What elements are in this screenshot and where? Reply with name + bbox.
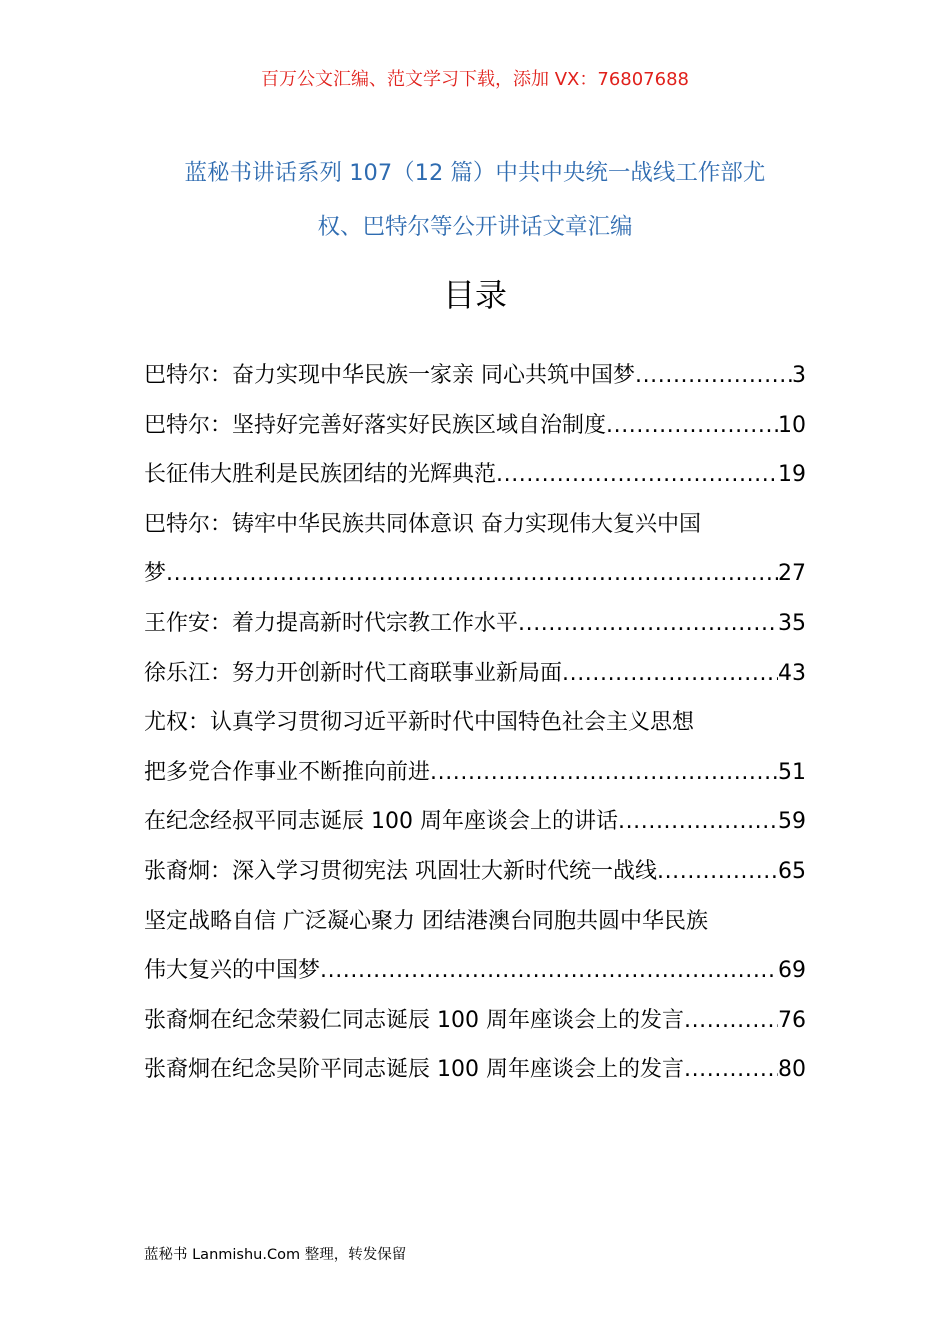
toc-entry-last-line [144,797,806,847]
footer-note: 蓝秘书 Lanmishu.Com 整理，转发保留 [144,1247,407,1263]
title-line-1: 蓝秘书讲话系列 107（12 篇）中共中央统一战线工作部尤 [184,160,766,186]
table-of-contents [144,351,806,1095]
toc-leader-dots [606,401,778,451]
toc-entry-title: 梦 [144,561,167,587]
toc-entry[interactable] [144,649,806,699]
toc-leader-dots [166,549,778,599]
toc-leader-dots [430,748,778,798]
toc-page-number: 35 [778,610,806,636]
toc-entry-line [144,897,806,947]
toc-leader-dots [320,946,778,996]
toc-entry-title: 把多党合作事业不断推向前进 [144,759,431,785]
toc-entry[interactable] [144,698,806,797]
toc-entry-title: 张裔炯：深入学习贯彻宪法 巩固壮大新时代统一战线 [144,858,657,884]
toc-page-number: 43 [778,660,806,686]
toc-entry[interactable] [144,996,806,1046]
toc-leader-dots [684,1045,778,1095]
toc-page-number: 51 [778,759,806,785]
toc-entry-last-line [144,946,806,996]
toc-entry[interactable] [144,797,806,847]
toc-entry-title: 在纪念经叔平同志诞辰 100 周年座谈会上的讲话 [144,809,618,835]
toc-entry-title: 伟大复兴的中国梦 [144,958,321,984]
toc-entry-line [144,698,806,748]
toc-entry[interactable] [144,450,806,500]
toc-entry[interactable] [144,500,806,599]
toc-leader-dots [496,450,778,500]
toc-page-number: 76 [778,1007,806,1033]
toc-leader-dots [635,351,792,401]
toc-entry-title: 巴特尔：奋力实现中华民族一家亲 同心共筑中国梦 [144,363,635,388]
toc-page-number: 59 [778,809,806,835]
toc-heading: 目录 [442,276,507,314]
toc-entry-title: 张裔炯在纪念吴阶平同志诞辰 100 周年座谈会上的发言 [144,1057,684,1083]
toc-entry-title: 坚定战略自信 广泛凝心聚力 团结港澳台同胞共圆中华民族 [144,908,708,934]
toc-entry-last-line [144,1045,806,1095]
toc-entry-last-line [144,649,806,699]
toc-page-number: 80 [778,1057,806,1083]
toc-leader-dots [562,649,778,699]
toc-leader-dots [657,847,778,897]
toc-page-number: 69 [778,958,806,984]
toc-entry[interactable] [144,401,806,451]
toc-entry-title: 巴特尔：铸牢中华民族共同体意识 奋力实现伟大复兴中国 [144,511,701,537]
toc-entry-last-line [144,847,806,897]
toc-page-number: 65 [778,858,806,884]
toc-entry-last-line [144,450,806,500]
toc-entry-title: 徐乐江：努力开创新时代工商联事业新局面 [144,660,563,686]
toc-entry-last-line [144,401,806,451]
toc-page-number: 19 [778,462,806,488]
toc-entry-title: 巴特尔：坚持好完善好落实好民族区域自治制度 [144,412,607,438]
toc-entry-title: 张裔炯在纪念荣毅仁同志诞辰 100 周年座谈会上的发言 [144,1007,684,1033]
toc-entry[interactable] [144,847,806,897]
document-title [110,146,840,254]
toc-entry[interactable] [144,351,806,401]
toc-entry[interactable] [144,599,806,649]
header-notice: 百万公文汇编、范文学习下载，添加 VX：76807688 [261,69,689,90]
toc-entry-title: 尤权：认真学习贯彻习近平新时代中国特色社会主义思想 [144,710,695,736]
toc-page-number: 10 [778,412,806,438]
toc-leader-dots [618,797,778,847]
toc-entry-last-line [144,549,806,599]
toc-leader-dots [518,599,778,649]
toc-entry-last-line [144,748,806,798]
toc-entry[interactable] [144,1045,806,1095]
toc-entry-last-line [144,599,806,649]
toc-page-number: 3 [792,363,806,388]
toc-leader-dots [684,996,778,1046]
toc-page-number: 27 [778,561,806,587]
toc-entry-title: 长征伟大胜利是民族团结的光辉典范 [144,462,497,488]
toc-entry-title: 王作安：着力提高新时代宗教工作水平 [144,610,519,636]
toc-entry[interactable] [144,897,806,996]
title-line-2: 权、巴特尔等公开讲话文章汇编 [317,214,633,240]
toc-entry-last-line [144,996,806,1046]
toc-entry-line [144,500,806,550]
toc-entry-last-line [144,351,806,401]
